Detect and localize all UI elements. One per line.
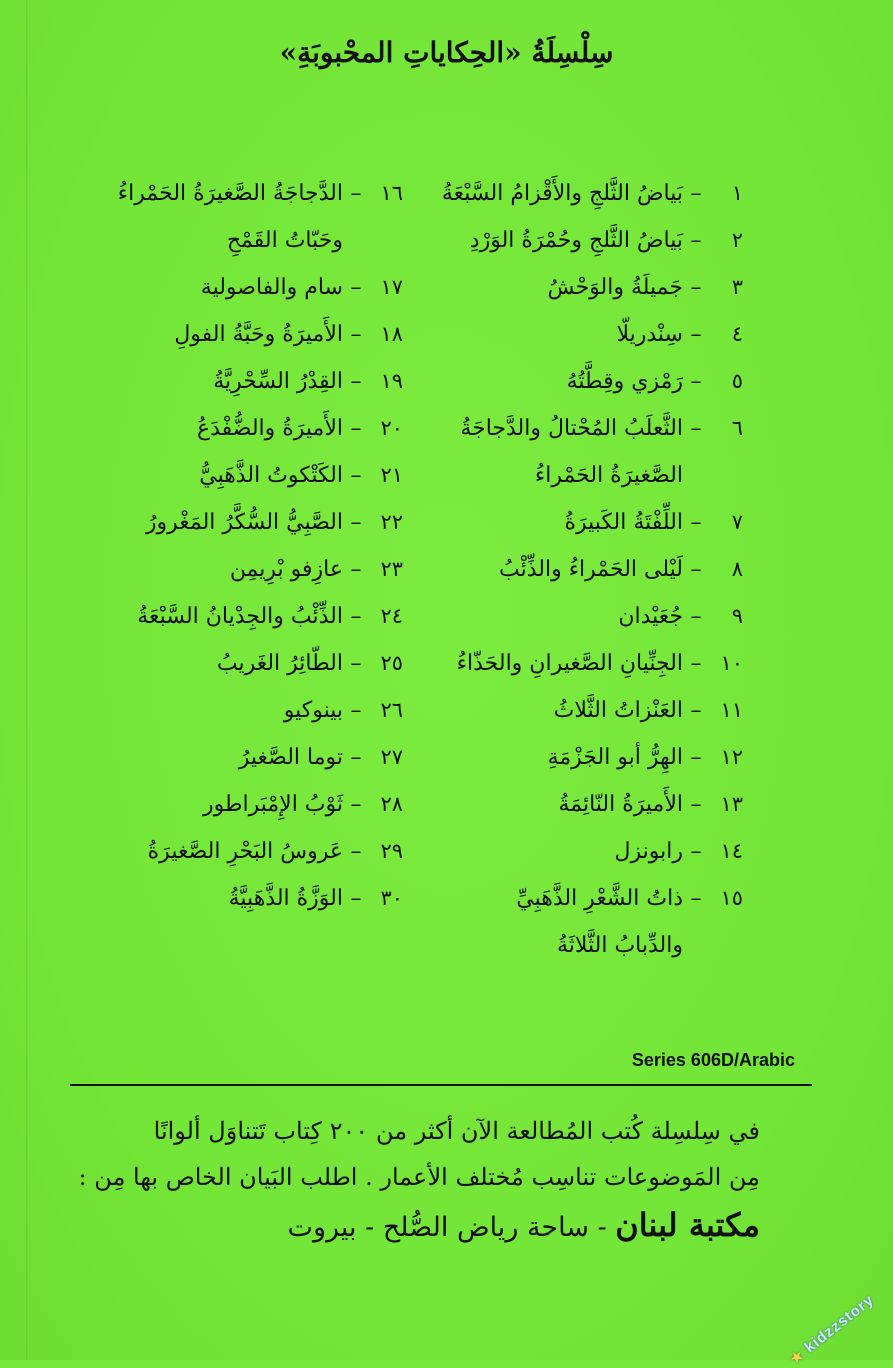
book-title-continuation: وحَبّاتُ القَمْحِ (226, 228, 343, 253)
book-title: توما الصَّغيرُ (238, 745, 343, 770)
book-title: سِنْدريلّا (616, 322, 683, 347)
book-list-item (73, 499, 403, 546)
dash-separator: – (350, 792, 362, 817)
spine-crease (26, 0, 29, 1360)
book-list-item (413, 593, 743, 640)
book-title: الطّائِرُ الغَريبُ (216, 651, 343, 676)
book-title-continuation: والدِّبابُ الثَّلاثَةُ (556, 933, 683, 958)
book-number: ٢٥ (380, 651, 403, 675)
book-title: عَروسُ البَحْرِ الصَّغيرَةُ (147, 839, 343, 864)
book-number: ١٤ (720, 839, 743, 863)
book-list-item (73, 405, 403, 452)
book-number: ٨ (731, 557, 743, 581)
book-list-item (73, 546, 403, 593)
book-title: الهِرُّ أبو الجَزْمَةِ (547, 745, 683, 770)
book-number: ٢٤ (380, 604, 403, 628)
dash-separator: – (350, 322, 362, 347)
book-list-item (413, 875, 743, 922)
book-list-item (413, 311, 743, 358)
book-number: ٣٠ (380, 886, 403, 910)
dash-separator: – (350, 510, 362, 535)
divider-rule (70, 1084, 812, 1086)
book-list-item (73, 264, 403, 311)
dash-separator: – (350, 463, 362, 488)
book-list-right-column (413, 170, 743, 969)
book-number: ٩ (731, 604, 743, 628)
book-number: ٢٢ (380, 510, 403, 534)
book-list-item (73, 593, 403, 640)
book-title: الكَتْكوتُ الذَّهَبِيُّ (199, 463, 343, 488)
book-title: سام والفاصولية (200, 275, 343, 300)
book-number: ١٥ (720, 886, 743, 910)
dash-separator: – (350, 416, 362, 441)
dash-separator: – (690, 698, 702, 723)
book-title: العَنْزاتُ الثَّلاثُ (553, 698, 683, 723)
book-list-item (413, 546, 743, 593)
dash-separator: – (350, 839, 362, 864)
dash-separator: – (350, 745, 362, 770)
book-title: بَياضُ الثَّلجِ وحُمْرَةُ الوَرْدِ (469, 228, 683, 253)
dash-separator: – (350, 698, 362, 723)
book-list-item (413, 170, 743, 217)
book-list-item (73, 781, 403, 828)
book-title: الصَّبِيُّ السُّكَّرُ المَغْرورُ (145, 510, 343, 535)
footer-line-2: مِن المَوضوعات تناسِب مُختلف الأعمار . اطلب البَيان الخاص بها مِن : (78, 1163, 760, 1191)
book-list-left-column (73, 170, 403, 922)
book-list-item (413, 781, 743, 828)
dash-separator: – (690, 510, 702, 535)
book-title: رابونزل (614, 839, 683, 864)
book-number: ١٦ (380, 181, 403, 205)
book-list-item (413, 828, 743, 875)
book-list-item (413, 264, 743, 311)
book-list-item (73, 311, 403, 358)
book-list-item (413, 687, 743, 734)
book-number: ١٢ (720, 745, 743, 769)
book-number: ٢٧ (380, 745, 403, 769)
publisher-line (80, 1200, 760, 1250)
dash-separator: – (350, 275, 362, 300)
publisher-name: مكتبة لبنان (615, 1206, 760, 1244)
book-number: ٢٩ (380, 839, 403, 863)
dash-separator: – (690, 792, 702, 817)
book-list-item (73, 828, 403, 875)
book-title: بَياضُ الثَّلجِ والأَقْزامُ السَّبْعَةُ (441, 181, 683, 206)
dash-separator: – (690, 557, 702, 582)
book-number: ٥ (731, 369, 743, 393)
book-number: ١ (731, 181, 743, 205)
book-title: الدَّجاجَةُ الصَّغيرَةُ الحَمْراءُ (117, 181, 343, 206)
book-list-item (413, 499, 743, 546)
book-title: جُعَيْدان (618, 604, 683, 629)
dash-separator: – (690, 322, 702, 347)
dash-separator: – (690, 839, 702, 864)
dash-separator: – (350, 369, 362, 394)
watermark-text: kidzzstory (801, 1291, 878, 1357)
series-code: Series 606D/Arabic (631, 1050, 795, 1070)
book-title: الأَميرَةُ والضُّفْدَعُ (196, 416, 343, 441)
dash-separator: – (690, 886, 702, 911)
book-title: بينوكيو (283, 698, 343, 723)
book-title: اللِّفْتَةُ الكَبيرَةُ (564, 510, 683, 535)
book-list-item (73, 358, 403, 405)
book-number: ٣ (731, 275, 743, 299)
book-number: ٢٠ (380, 416, 403, 440)
book-title: الجِنِّيانِ الصَّغيرانِ والحَذّاءُ (456, 651, 683, 676)
book-list-item (413, 217, 743, 264)
dash-separator: – (690, 604, 702, 629)
dash-separator: – (690, 181, 702, 206)
book-list-item (73, 170, 403, 217)
book-title: الأَميرَةُ وحَبَّةُ الفولِ (174, 322, 343, 347)
book-number: ١٨ (380, 322, 403, 346)
book-number: ٢٣ (380, 557, 403, 581)
book-title: لَيْلى الحَمْراءُ والذِّئْبُ (499, 557, 683, 582)
dash-separator: – (690, 275, 702, 300)
book-number: ١٧ (380, 275, 403, 299)
dash-separator: – (690, 369, 702, 394)
book-title: الذِّئْبُ والجِدْيانُ السَّبْعَةُ (137, 604, 343, 629)
book-list-item (73, 452, 403, 499)
book-list-item (413, 358, 743, 405)
book-number: ٢٨ (380, 792, 403, 816)
book-title: الأَميرَةُ النّائِمَةُ (558, 792, 683, 817)
book-list-item (413, 640, 743, 687)
book-number: ٢١ (380, 463, 403, 487)
publisher-address: - ساحة رياض الصُّلح - بيروت (287, 1212, 616, 1243)
book-number: ١١ (720, 698, 743, 722)
book-number: ١٠ (720, 651, 743, 675)
dash-separator: – (350, 604, 362, 629)
book-list-item (413, 734, 743, 781)
book-list-item (73, 734, 403, 781)
dash-separator: – (690, 745, 702, 770)
book-number: ٧ (731, 510, 743, 534)
dash-separator: – (350, 886, 362, 911)
star-icon: ★ (786, 1345, 808, 1367)
dash-separator: – (350, 651, 362, 676)
watermark (786, 1291, 877, 1367)
book-title: الوَزَّةُ الذَّهَبِيَّةُ (228, 886, 343, 911)
dash-separator: – (690, 416, 702, 441)
book-number: ١٩ (380, 369, 403, 393)
dash-separator: – (690, 228, 702, 253)
book-number: ١٣ (720, 792, 743, 816)
book-title-continuation: الصَّغيرَةُ الحَمْراءُ (534, 463, 683, 488)
book-list-item (73, 640, 403, 687)
book-title: ثَوْبُ الإِمْبَراطور (202, 792, 343, 817)
dash-separator: – (690, 651, 702, 676)
book-title: جَميلَةُ والوَحْشُ (547, 275, 683, 300)
book-number: ٤ (731, 322, 743, 346)
book-number: ٦ (731, 416, 743, 440)
footer-notice (80, 1108, 760, 1250)
book-title: القِدْرُ السِّحْرِيَّةُ (213, 369, 343, 394)
book-title: عازِفو بْرِيمِن (229, 557, 343, 582)
book-list-item (73, 687, 403, 734)
dash-separator: – (350, 181, 362, 206)
book-title: رَمْزي وقِطَّتُهُ (566, 369, 683, 394)
book-number: ٢ (731, 228, 743, 252)
book-list-item (413, 405, 743, 452)
series-title: سِلْسِلَةُ «الحِكاياتِ المحْبوبَةِ» (279, 36, 614, 69)
dash-separator: – (350, 557, 362, 582)
book-title: الثَّعلَبُ المُحْتالُ والدَّجاجَةُ (460, 416, 683, 441)
book-title: ذاتُ الشَّعْرِ الذَّهَبِيِّ (516, 886, 683, 911)
book-number: ٢٦ (380, 698, 403, 722)
footer-line-1: في سِلسِلة كُتب المُطالعة الآن أكثر من ٢٠٠ كِتاب تَتناوَل ألوانًا (153, 1117, 760, 1145)
book-list-item (73, 875, 403, 922)
